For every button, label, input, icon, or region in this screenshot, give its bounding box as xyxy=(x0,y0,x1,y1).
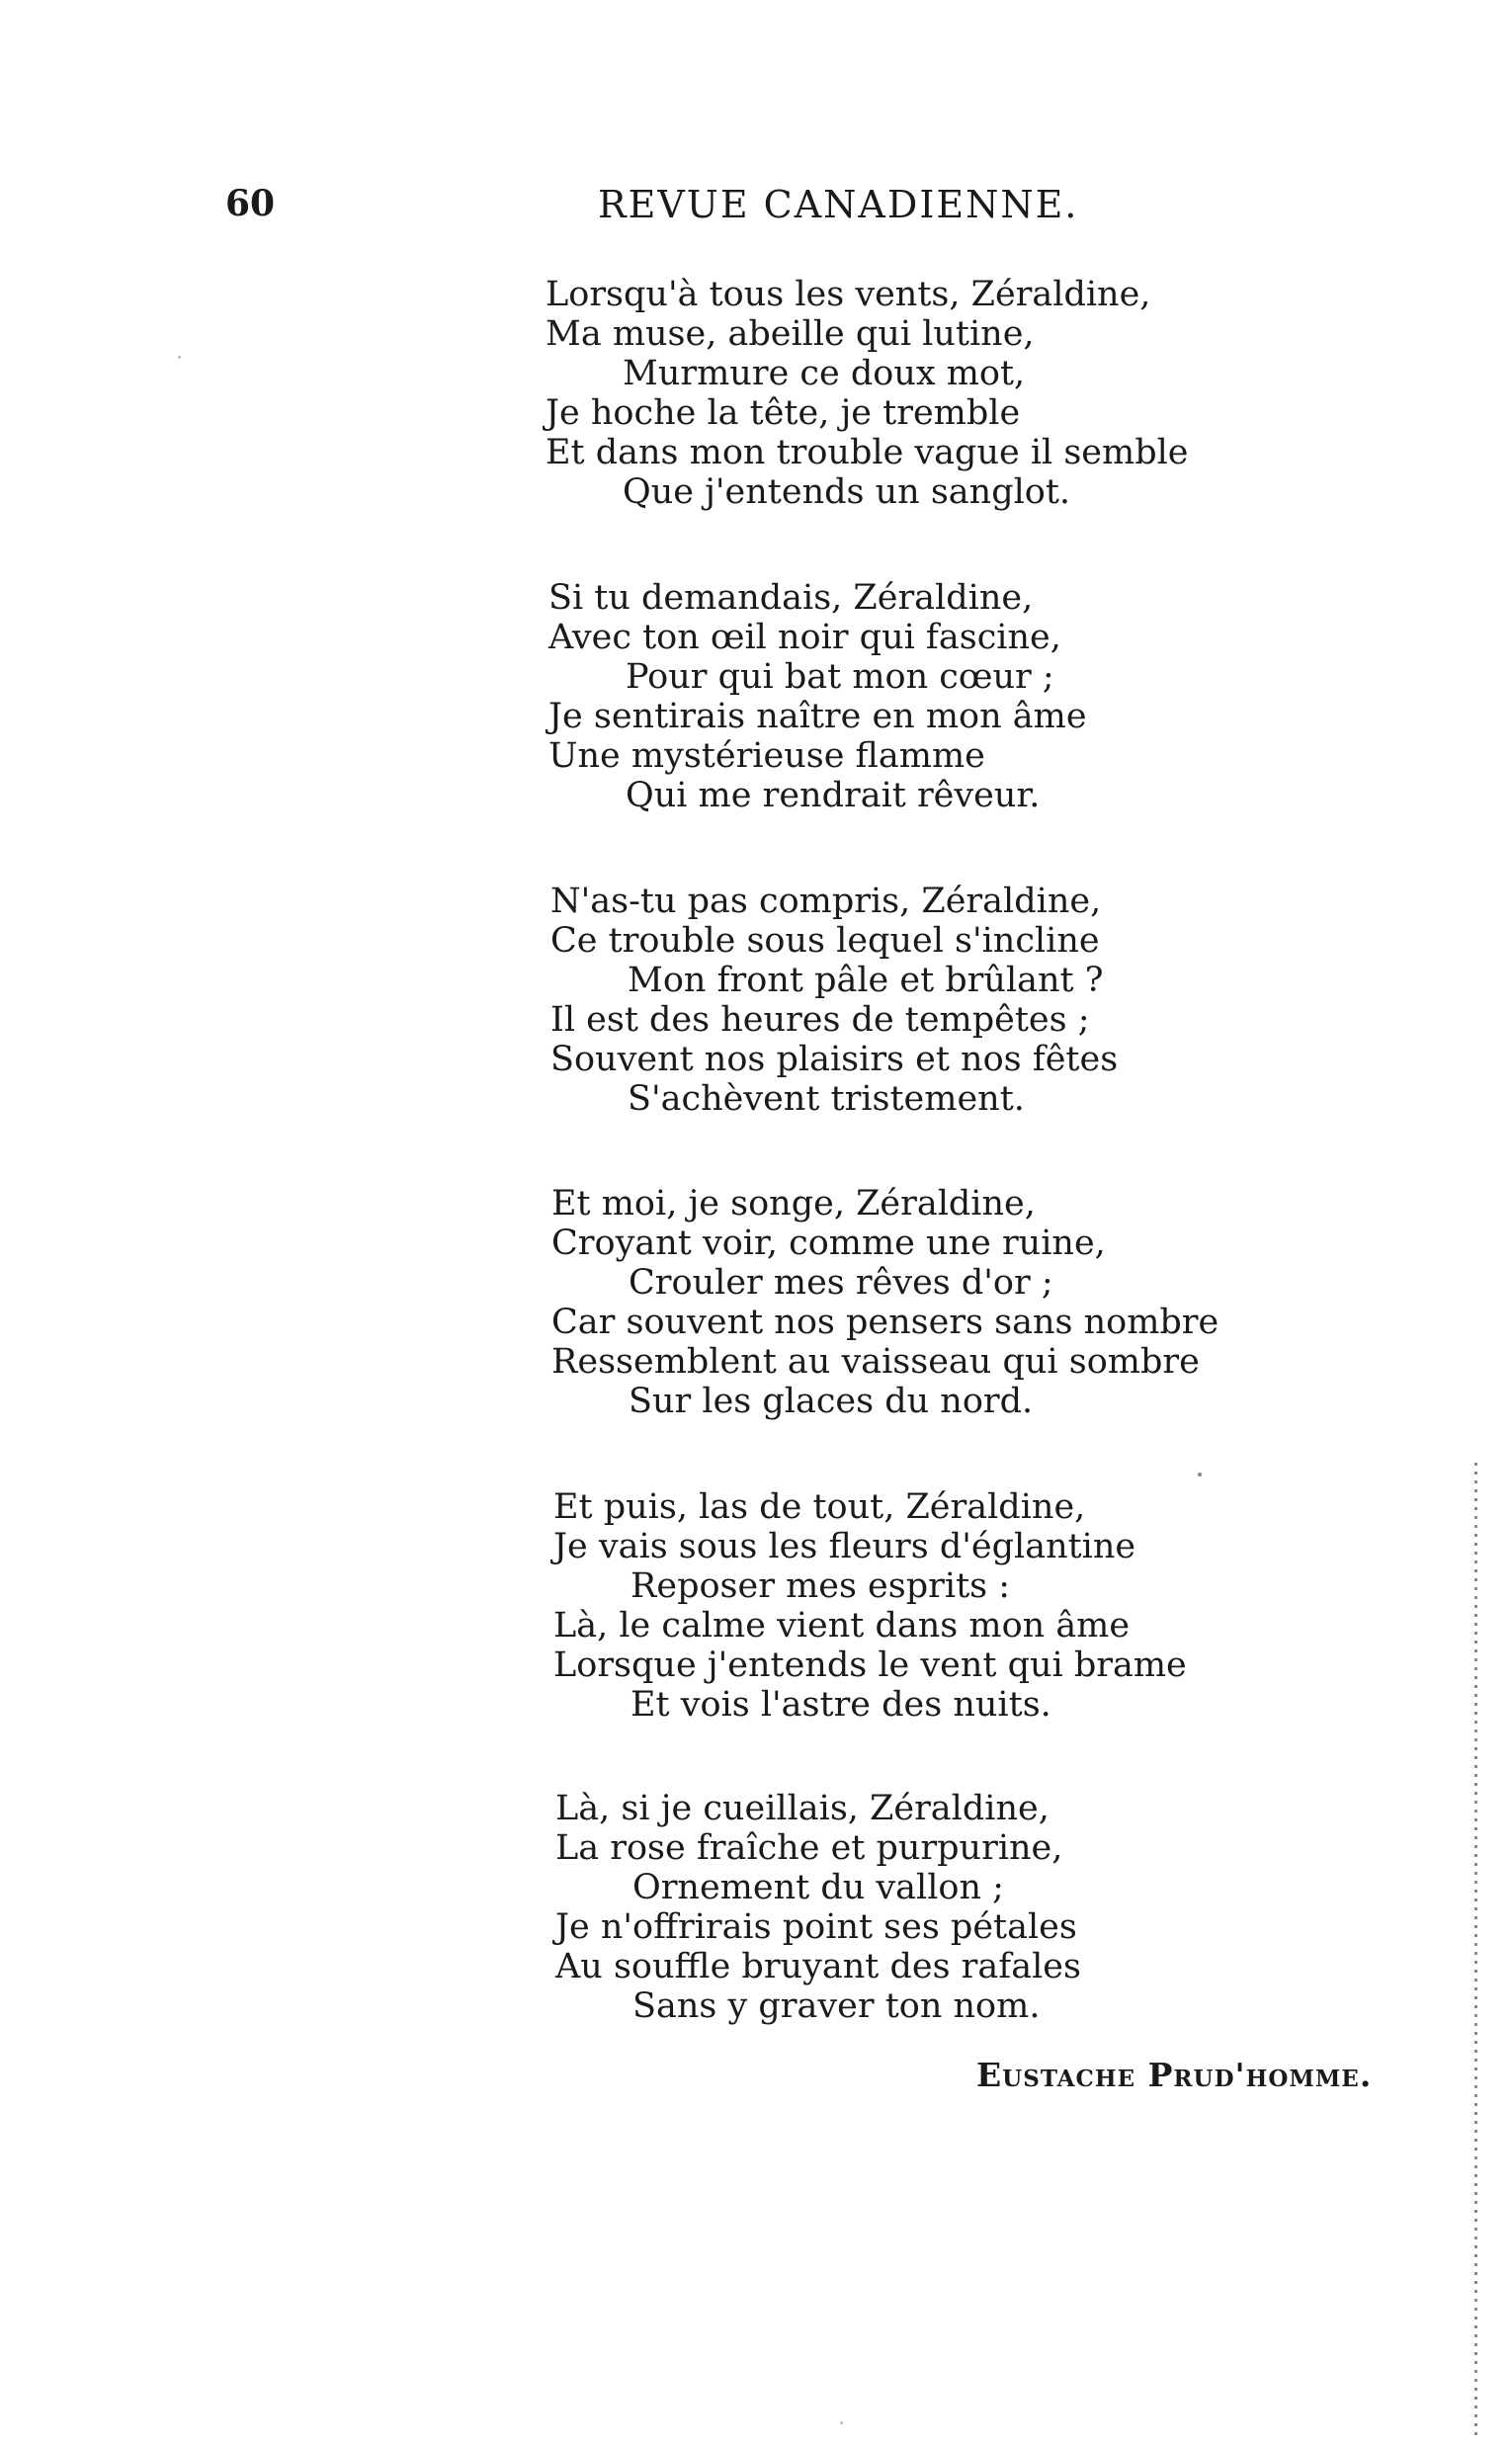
poem-line: Lorsqu'à tous les vents, Zéraldine, xyxy=(546,275,1151,314)
poem-line: N'as-tu pas compris, Zéraldine, xyxy=(550,882,1102,921)
poem-line: Avec ton œil noir qui fascine, xyxy=(548,618,1061,657)
page-edge-shadow xyxy=(1474,1463,1477,2441)
stanza-1 xyxy=(546,275,1189,512)
ink-speck xyxy=(840,2421,843,2424)
stanza-6 xyxy=(555,1789,1081,2026)
poem-line: Ce trouble sous lequel s'incline xyxy=(550,921,1100,961)
poem-line: Là, si je cueillais, Zéraldine, xyxy=(555,1789,1050,1828)
poem-line: Murmure ce doux mot, xyxy=(623,354,1026,393)
poem-line: Une mystérieuse flamme xyxy=(548,736,985,776)
poem-line: Si tu demandais, Zéraldine, xyxy=(548,578,1034,618)
ink-speck xyxy=(178,356,181,359)
poem-line: Là, le calme vient dans mon âme xyxy=(553,1606,1131,1645)
poem-line: Lorsque j'entends le vent qui brame xyxy=(553,1645,1187,1685)
poem-line: La rose fraîche et purpurine, xyxy=(555,1828,1063,1868)
poem-line: Reposer mes esprits : xyxy=(630,1566,1011,1606)
stanza-4 xyxy=(551,1184,1218,1421)
running-title: REVUE CANADIENNE. xyxy=(598,183,1079,226)
author-signature: Eustache Prud'homme. xyxy=(976,2056,1373,2094)
poem-line: Je n'offrirais point ses pétales xyxy=(555,1907,1077,1947)
poem-line: Ma muse, abeille qui lutine, xyxy=(546,314,1035,354)
stanza-2 xyxy=(548,578,1087,815)
poem-line: Souvent nos plaisirs et nos fêtes xyxy=(550,1040,1119,1079)
poem-line: Ressemblent au vaisseau qui sombre xyxy=(551,1342,1200,1382)
poem-line: Je hoche la tête, je tremble xyxy=(546,393,1021,433)
poem-line: Sur les glaces du nord. xyxy=(629,1382,1034,1421)
poem-line: Pour qui bat mon cœur ; xyxy=(626,657,1054,697)
poem-line: Je vais sous les fleurs d'églantine xyxy=(553,1527,1136,1566)
stanza-5 xyxy=(553,1487,1187,1725)
poem-line: Mon front pâle et brûlant ? xyxy=(628,961,1104,1000)
poem-line: Qui me rendrait rêveur. xyxy=(626,776,1041,815)
poem-line: S'achèvent tristement. xyxy=(628,1079,1025,1119)
poem-line: Que j'entends un sanglot. xyxy=(623,472,1071,512)
poem-line: Et puis, las de tout, Zéraldine, xyxy=(553,1487,1086,1527)
poem-line: Je sentirais naître en mon âme xyxy=(548,697,1087,736)
poem-line: Et dans mon trouble vague il semble xyxy=(546,433,1189,472)
stanza-3 xyxy=(550,882,1118,1119)
poem-line: Et moi, je songe, Zéraldine, xyxy=(551,1184,1036,1224)
poem-line: Crouler mes rêves d'or ; xyxy=(629,1263,1053,1303)
poem-line: Au souffle bruyant des rafales xyxy=(555,1947,1081,1986)
poem-line: Il est des heures de tempêtes ; xyxy=(550,1000,1090,1040)
poem-line: Car souvent nos pensers sans nombre xyxy=(551,1303,1219,1342)
poem-line: Et vois l'astre des nuits. xyxy=(630,1685,1051,1725)
poem-line: Sans y graver ton nom. xyxy=(632,1986,1041,2026)
ink-speck xyxy=(1198,1473,1202,1477)
page-number: 60 xyxy=(225,183,276,224)
poem-line: Croyant voir, comme une ruine, xyxy=(551,1224,1106,1263)
poem-line: Ornement du vallon ; xyxy=(632,1868,1004,1907)
